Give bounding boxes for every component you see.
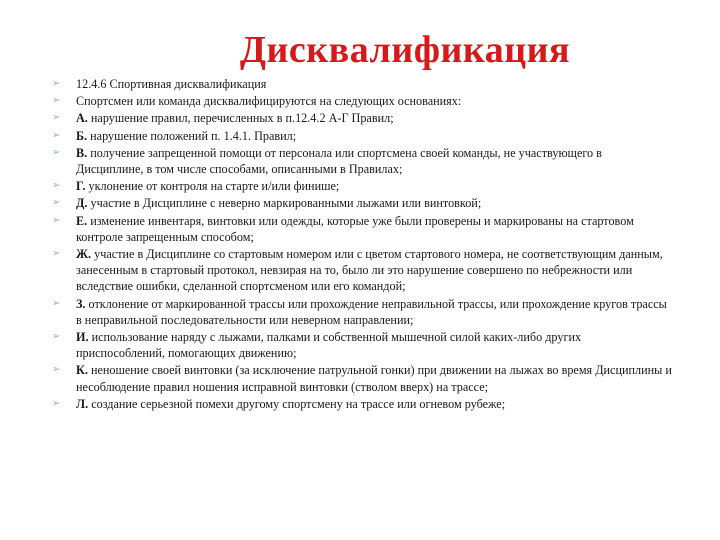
item-text: использование наряду с лыжами, палками и собственной мышечной силой каких-либо других приспособлений, помогающих движению; [76,330,582,361]
list-item [52,110,672,126]
item-lead: К. [76,363,88,378]
item-text: нарушение положений п. 1.4.1. Правил; [87,128,297,143]
slide-title: Дисквалификация [239,29,571,71]
list-item [52,145,672,177]
item-text: изменение инвентаря, винтовки или одежды, которые уже были проверены и маркированы на стартовом контроле запрещенным способом; [76,213,634,244]
item-lead: Л. [76,396,89,411]
item-text: получение запрещенной помощи от персонала или спортсмена своей команды, не участвующего в Дисциплине, в том числе способами, описанными в Правилах; [76,145,602,177]
arrow-bullet-icon: ➢ [52,129,61,141]
item-text: неношение своей винтовки (за исключение патрульной гонки) при движении на лыжах во время Дисциплины и несоблюдение правил ношения исправной винтовки (стволом вверх) на трассе; [76,363,672,394]
arrow-bullet-icon: ➢ [52,146,61,158]
item-lead: В. [76,145,88,160]
item-text: участие в Дисциплине со стартовым номером или с цветом стартового номера, не соответствующим данным, занесенным в стартовый протокол, невзирая на то, было ли это нарушение совершено по небрежности или вследствие ошибки, сделанной спортсменом или его командой; [76,247,663,294]
item-text: нарушение правил, перечисленных в п.12.4.2 А-Г Правил; [87,111,394,126]
item-lead: А. [76,111,88,126]
item-text: Спортсмен или команда дисквалифицируются на следующих основаниях: [76,94,462,109]
list-item [52,396,672,412]
item-lead: З. [76,296,86,311]
item-lead: И. [76,330,89,345]
list-item [52,213,672,245]
item-text: отклонение от маркированной трассы или прохождение неправильной трассы, или прохождение кругов трассы в неправильной последовательности или неверном направлении; [76,296,667,327]
item-text: участие в Дисциплине с неверно маркированными лыжами или винтовкой; [87,196,482,211]
list-item [52,296,672,328]
item-text: уклонение от контроля на старте и/или финише; [85,179,340,194]
arrow-bullet-icon: ➢ [52,214,61,226]
item-text: создание серьезной помехи другому спортсмену на трассе или огневом рубеже; [88,396,506,411]
list-item [52,93,672,109]
item-lead: Е. [76,213,88,228]
list-item [52,246,672,295]
item-lead: Б. [76,128,88,143]
item-text: 12.4.6 Спортивная дисквалификация [76,77,267,91]
arrow-bullet-icon: ➢ [52,112,61,124]
list-item [52,128,672,144]
arrow-bullet-icon: ➢ [52,95,61,107]
list-item [52,195,672,211]
item-lead: Ж. [76,247,92,262]
arrow-bullet-icon: ➢ [52,297,61,309]
arrow-bullet-icon: ➢ [52,397,61,409]
list-item [52,178,672,194]
arrow-bullet-icon: ➢ [52,78,61,89]
arrow-bullet-icon: ➢ [52,180,61,192]
rules-list [52,76,672,413]
item-lead: Г. [76,179,86,194]
list-item [52,329,672,361]
list-item [52,362,672,394]
list-item [52,76,672,92]
arrow-bullet-icon: ➢ [52,197,61,209]
arrow-bullet-icon: ➢ [52,248,61,260]
item-lead: Д. [76,196,88,211]
arrow-bullet-icon: ➢ [52,364,61,376]
arrow-bullet-icon: ➢ [52,331,61,343]
